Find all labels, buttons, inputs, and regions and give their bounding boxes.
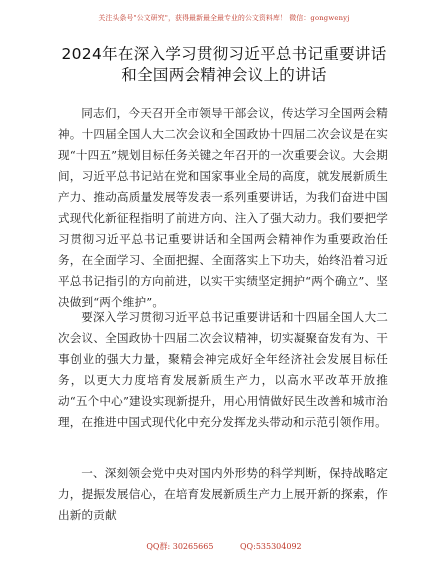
title-line-2: 和全国两会精神会议上的讲话 bbox=[121, 66, 327, 84]
paragraph-1 bbox=[58, 103, 388, 313]
footer-contact bbox=[0, 541, 448, 552]
paragraph-text: 要深入学习贯彻习近平总书记重要讲话和十四届全国人大二次会议、全国政协十四届二次会议精神，切实凝聚奋发有为、干事创业的强大力量，聚精会神完成好全年经济社会发展目标任务，以更大力度培育发展新质生产力，以高水平改革开放推动“五个中心”建设实现新提升，用心用情做好民生改善和城市治理，在推进中国式现代化中充分发挥龙头带动和示范引领作用。 bbox=[58, 310, 388, 429]
paragraph-text: 同志们，今天召开全市领导干部会议，传达学习全国两会精神。十四届全国人大二次会议和全国政协十四届二次会议是在实现“十四五”规划目标任务关键之年召开的一次重要会议。大会期间，习近平总书记站在党和国家事业全局的高度，就发展新质生产力、推动高质量发展等发表一系列重要讲话，为我们奋进中国式现代化新征程指明了前进方向、注入了强大动力。我们要把学习贯彻习近平总书记重要讲话和全国两会精神作为重要政治任务，在全面学习、全面把握、全面落实上下功夫，始终沿着习近平总书记指引的方向前进，以实干实绩坚定拥护“两个确立”、坚决做到“两个维护”。 bbox=[58, 106, 388, 309]
document-title bbox=[0, 44, 448, 86]
footer-qq: QQ:535304092 bbox=[240, 542, 302, 551]
paragraph-2 bbox=[58, 307, 388, 433]
footer-qq-group: QQ群: 30265665 bbox=[146, 542, 214, 551]
title-line-1: 2024年在深入学习贯彻习近平总书记重要讲话 bbox=[61, 45, 387, 63]
header-promo-note: 关注头条号"公文研究"，获得最新最全最专业的公文资料库！ 微信：gongwenyj bbox=[98, 14, 350, 22]
section-heading-text: 一、深刻领会党中央对国内外形势的科学判断，保持战略定力，提振发展信心，在培育发展新质生产力上展开新的探索，作出新的贡献 bbox=[58, 466, 388, 522]
section-heading-1 bbox=[58, 463, 388, 526]
